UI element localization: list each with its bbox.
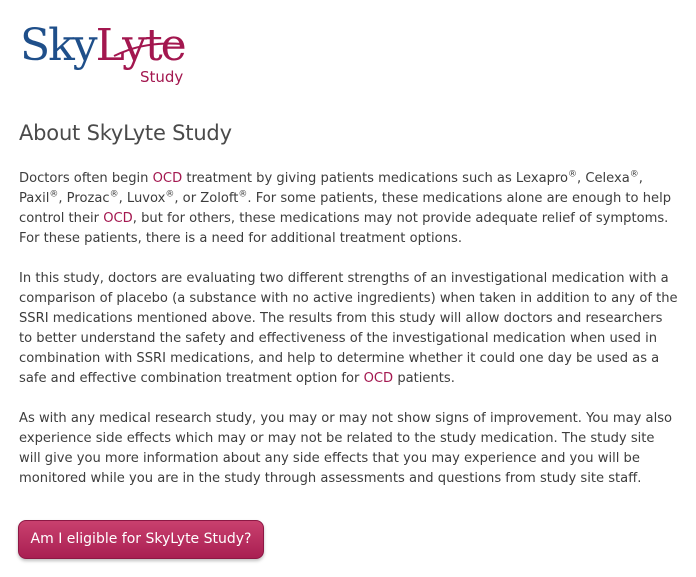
skylyte-logo [20, 22, 190, 90]
registered-mark: ® [109, 189, 119, 200]
eligibility-button[interactable]: Am I eligible for SkyLyte Study? [18, 520, 264, 559]
text: treatment by giving patients medications such as Lexapro [182, 171, 569, 186]
logo-lyte-text: Lyte [95, 20, 185, 71]
text: Doctors often begin [19, 171, 153, 186]
registered-mark: ® [165, 189, 175, 200]
text: . For some patients, these medications alone are enough to help control their [19, 191, 672, 226]
registered-mark: ® [629, 169, 639, 180]
text: , but for others, these medications may not provide adequate relief of symptoms. For these patients, there is a need for additional treatment options. [19, 211, 669, 246]
logo-swoosh-graphic [112, 38, 184, 60]
text: , Celexa [577, 171, 630, 186]
ocd-term: OCD [152, 171, 183, 186]
text: patients. [393, 371, 455, 386]
registered-mark: ® [568, 169, 578, 180]
page-title: About SkyLyte Study [19, 121, 232, 145]
ocd-term: OCD [103, 211, 133, 226]
ocd-term: OCD [363, 371, 394, 386]
main-content [19, 169, 679, 509]
text: , Paxil [19, 171, 643, 206]
registered-mark: ® [238, 189, 248, 200]
registered-mark: ® [49, 189, 59, 200]
paragraph-side-effects: As with any medical research study, you may or may not show signs of improvement. You may also experience side effects which may or may not be related to the study medication. The study site will give you more information about any side effects that you may experience and you will be monitored while you are in the study through assessments and questions from study site staff. [19, 411, 673, 486]
paragraph-study-description [19, 269, 679, 389]
text: , Prozac [58, 191, 110, 206]
text: In this study, doctors are evaluating two different strengths of an investigational medication with a comparison of placebo (a substance with no active ingredients) when taken in addition to any of the SSRI medications mentioned above. The results from this study will allow doctors and researchers to better understand the safety and effectiveness of the investigational medication when used in combination with SSRI medications, and help to determine whether it could one day be used as a safe and effective combination treatment option for [19, 271, 678, 386]
logo-study-text: Study [140, 68, 184, 86]
text: , Luvox [118, 191, 166, 206]
paragraph-intro [19, 169, 679, 249]
logo-sky-text: Sky [20, 20, 96, 71]
text: , or Zoloft [174, 191, 239, 206]
